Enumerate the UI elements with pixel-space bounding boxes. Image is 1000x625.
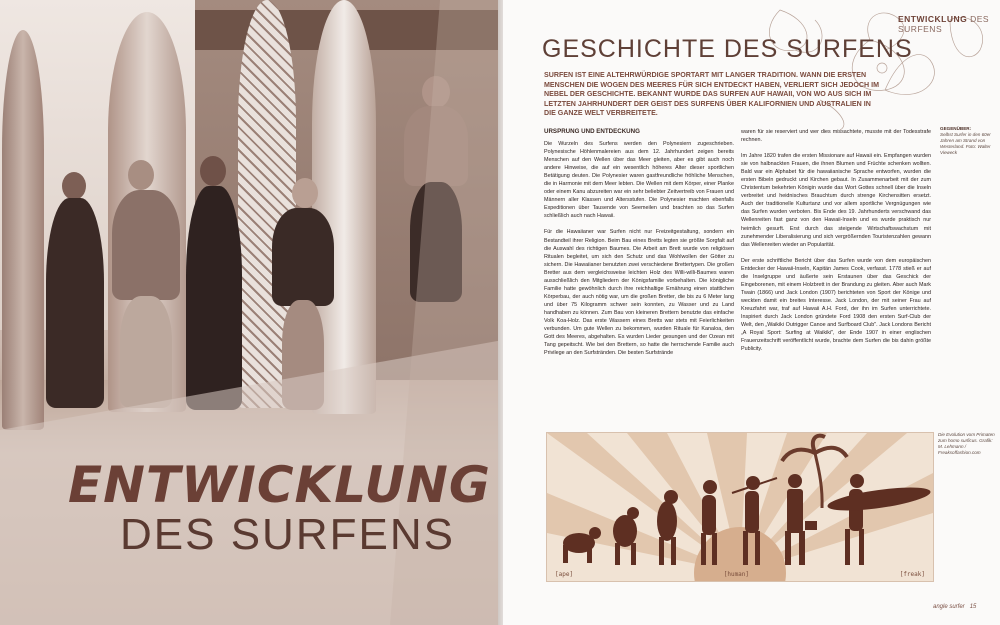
running-head bbox=[898, 14, 1000, 34]
section-subheading: URSPRUNG UND ENTDECKUNG bbox=[544, 128, 640, 135]
page-number: 15 bbox=[969, 604, 977, 610]
left-title-line1: ENTWICKLUNG bbox=[68, 456, 491, 514]
photo-caption bbox=[940, 126, 996, 156]
article-lead: SURFEN IST EINE ALTEHRWÜRDIGE SPORTART MIT LANGER TRADITION. WANN DIE ERSTEN MENSCHEN DIE WOGEN DES MEERES FÜR SICH ENTDECKT HABEN, VERLIERT SICH JEDOCH IM NEBEL DER GESCHICHTE. BEKANNT WURDE DAS SURFEN AUF HAWAII, VON WO AUS SICH IM LETZTEN JAHRHUNDERT DER GEIST DES SURFENS ÜBER KALIFORNIEN UND AUSTRALIEN IN DIE GANZE WELT VERBREITETE. bbox=[544, 71, 880, 118]
paragraph: waren für sie reserviert und wer dies missachtete, musste mit der Todesstrafe rechnen. bbox=[741, 129, 931, 144]
paragraph: Für die Hawaiianer war Surfen nicht nur Freizeitgestaltung, sondern ein Bestandteil ihrer Religion. Beim Bau eines Bretts legten sie größte Sorgfalt auf die Auswahl des richtigen Baumes. Die Arbeit am Brett wurde von religiösen Ritualen begleitet, um sich den Schutz und das Wohlwollen der Götter zu sichern. Die Hawaiianer benutzten zwei verschiedene Brettertypen. Die großen Bretter aus dem vergleichsweise leichten Holz des Willi-willi-Baumes waren ausschließlich den Mitgliedern der Königsfamilie vorbehalten. Die königliche Familie hatte gewöhnlich durch ihre reichhaltige Ernährung einen stattlichen Körperbau, der auch nötig war, um die großen Bretter, die bis zu 6 Meter lang und über 75 Kilogramm schwer sein konnten, zu Wasser und zu Land handhaben zu können. Zum Bau von kleineren Brettern benutzte das einfache Volk Koa-Holz. Das erste Wassern eines Bretts war stets mit Feierlichkeiten verbunden. Um gute Wellen zu bekommen, wurden Rituale für Kanaloa, den Gott des Meeres, abgehalten. Es wurden Lieder gesungen und der Ozean mit Tang gepeitscht. Wie bei den Brettern, so hatte die herrschende Familie auch Privilege an den Surfstränden. Die besten Surfstrände bbox=[544, 229, 734, 357]
text-column-1 bbox=[544, 140, 734, 365]
label-human: [human] bbox=[723, 571, 750, 578]
running-head-light: DES SURFENS bbox=[898, 14, 990, 34]
left-title-line2: DES SURFENS bbox=[120, 510, 455, 559]
article-title: GESCHICHTE DES SURFENS bbox=[542, 35, 913, 63]
evolution-graphic bbox=[547, 433, 933, 581]
label-freak: [freak] bbox=[899, 571, 925, 578]
evolution-illustration bbox=[546, 432, 934, 582]
footer-brand: angle surfer bbox=[933, 604, 965, 610]
illustration-caption: Die Evolution vom Primaten zum homo surficus. Grafik: M. Lehmann / Freaksoffashion.com bbox=[938, 432, 995, 455]
text-column-2 bbox=[741, 128, 931, 361]
paragraph: Im Jahre 1820 trafen die ersten Missionare auf Hawaii ein. Empfangen wurden sie von halbnackten Frauen, die ihnen Blumen und Früchte schenken wollten. Bald war ein Alphabet für die hawaiianische Sprache entworfen, wurden die ersten Bibeln gedruckt und Kirchen gebaut. In Zusammenarbeit mit der zum Christentum bekehrten Königin wurde das Wort Gottes schnell über die Inseln verbreitet und heidnisches Brauchtum durch strenge Kirchensitten ersetzt. Auch der traditionelle Kulturtanz und vor allem sportliche Vergnügungen wie das Surfen wurden verboten. Bis Ende des 19. Jahrhunderts verschwand das Wellenreiten fast ganz von den Hawaii-Inseln und es wurde praktisch nur heimlich gesurft. Erst durch das steigende Wirtschaftswachstum mit zunehmender Liberalisierung und sich vergrößernden Touristenzahlen gewann das Wellenreiten wieder an Popularität. bbox=[741, 153, 931, 248]
evolution-labels bbox=[555, 571, 925, 578]
running-head-bold: ENTWICKLUNG bbox=[898, 14, 968, 24]
page-footer bbox=[933, 604, 976, 610]
paragraph: Der erste schriftliche Bericht über das Surfen wurde von dem europäischen Entdecker der Hawaii-Inseln, Kapitän James Cook, verfasst. 1778 stieß er auf die Inselgruppe und äußerte sein Erstaunen über das Geschick der Eingeborenen, mit einem Holzbrett in der Brandung zu gleiten. Aber auch Mark Twain (1866) und Jack London (1907) berichteten von Sport der Könige und weckten damit ein breites Interesse. Jack London, der mit seiner Frau auf Kreuzfahrt war, traf auf Hawaii A.H. Ford, der ihn im Surfen unterrichtete. Inspiriert durch Jack London gründete Ford 1908 den ersten Surf-Club der Welt, den „Waikiki Outrigger Canoe and Surfboard Club". Jack Londons Bericht „A Royal Sport: Surfing at Waikiki", der Ende 1907 in einer englischen Frauenzeitschrift veröffentlicht wurde, brachte dem Surfen die bis dahin größte Publicity. bbox=[741, 257, 931, 353]
caption-label: GEGENÜBER: bbox=[940, 126, 972, 131]
label-ape: [ape] bbox=[555, 571, 574, 578]
caption-text: Selbst Surfer in den 60er Jahren am Strand von Westerland. Foto: Walter Vieweck bbox=[940, 132, 991, 155]
paragraph: Die Wurzeln des Surfens werden den Polynesiern zugeschrieben. Polynesische Höhlenmalereien aus dem 12. Jahrhundert zeigen bereits Menschen auf den Wellen über das Meer gleiten, aber es gibt auch noch andere Hinweise, die auf ein wesentlich höheres Alter dieser sportlichen Betätigung deuten. Die Polynesier waren gastfreundliche fröhliche Menschen, die in Harmonie mit dem Meer lebten. Die Wellen mit dem Körper, einer Planke oder einem Kanu abzureiten war ein sehr beliebter Zeitvertreib von Frauen und Männern aller Klassen und Altersstufen. Die Polynesier machten ebenfalls Expeditionen über Tausende von Seemeilen und brachten so das Surfen schließlich auch nach Hawaii. bbox=[544, 141, 734, 220]
